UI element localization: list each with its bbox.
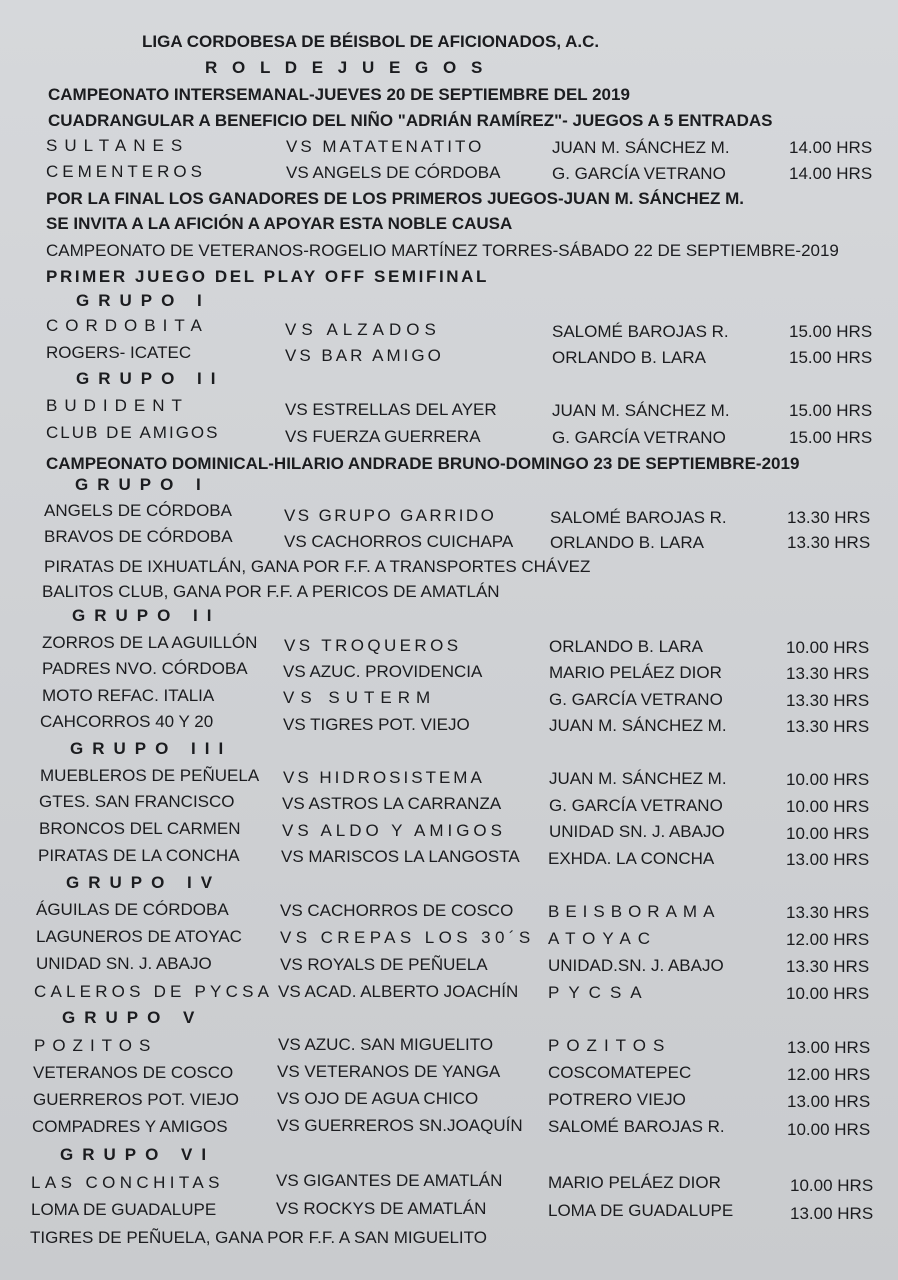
home-team: LAS CONCHITAS — [31, 1173, 224, 1192]
umpire: G. GARCÍA VETRANO — [549, 796, 723, 815]
game-time: 15.00 HRS — [789, 322, 873, 341]
umpire: ORLANDO B. LARA — [549, 637, 703, 656]
umpire: G. GARCÍA VETRANO — [552, 428, 726, 447]
umpire: UNIDAD.SN. J. ABAJO — [548, 956, 724, 975]
section-subtitle-playoff: PRIMER JUEGO DEL PLAY OFF SEMIFINAL — [46, 267, 490, 286]
game-time: 12.00 HRS — [786, 930, 870, 949]
home-team: SULTANES — [46, 136, 190, 155]
home-team: ÁGUILAS DE CÓRDOBA — [36, 900, 229, 919]
umpire: G. GARCÍA VETRANO — [549, 690, 723, 709]
umpire: POZITOS — [548, 1036, 672, 1055]
home-team: CALEROS DE PYCSA — [34, 982, 274, 1001]
umpire: POTRERO VIEJO — [548, 1090, 686, 1109]
umpire: JUAN M. SÁNCHEZ M. — [549, 769, 727, 788]
game-time: 14.00 HRS — [789, 138, 873, 157]
section-subtitle-cuadrangular: CUADRANGULAR A BENEFICIO DEL NIÑO "ADRIÁN RAMÍREZ"- JUEGOS A 5 ENTRADAS — [48, 111, 773, 130]
away-team: VS ASTROS LA CARRANZA — [282, 794, 502, 813]
umpire: JUAN M. SÁNCHEZ M. — [549, 716, 727, 735]
forfeit-note: BALITOS CLUB, GANA POR F.F. A PERICOS DE AMATLÁN — [42, 582, 500, 601]
invite-note: SE INVITA A LA AFICIÓN A APOYAR ESTA NOBLE CAUSA — [46, 214, 513, 233]
away-team: VS SUTERM — [283, 688, 437, 707]
game-time: 13.30 HRS — [787, 533, 871, 552]
home-team: CLUB DE AMIGOS — [46, 423, 220, 442]
away-team: VS BAR AMIGO — [285, 346, 444, 365]
umpire: SALOMÉ BAROJAS R. — [550, 508, 727, 527]
home-team: ZORROS DE LA AGUILLÓN — [42, 633, 258, 652]
away-team: VS ROCKYS DE AMATLÁN — [276, 1199, 487, 1218]
umpire: UNIDAD SN. J. ABAJO — [549, 822, 725, 841]
group-heading: GRUPO VI — [60, 1145, 216, 1164]
away-team: VS CREPAS LOS 30´S — [280, 928, 535, 947]
game-time: 14.00 HRS — [789, 164, 873, 183]
game-time: 13.30 HRS — [786, 717, 870, 736]
umpire: PYCSA — [548, 983, 651, 1002]
game-time: 13.00 HRS — [787, 1092, 871, 1111]
home-team: BRAVOS DE CÓRDOBA — [44, 527, 233, 546]
umpire: JUAN M. SÁNCHEZ M. — [552, 138, 730, 157]
game-time: 13.00 HRS — [786, 850, 870, 869]
home-team: MOTO REFAC. ITALIA — [42, 686, 215, 705]
game-time: 10.00 HRS — [786, 638, 870, 657]
game-time: 15.00 HRS — [789, 428, 873, 447]
game-time: 13.30 HRS — [786, 664, 870, 683]
away-team: VS OJO DE AGUA CHICO — [277, 1089, 479, 1108]
forfeit-note: TIGRES DE PEÑUELA, GANA POR F.F. A SAN MIGUELITO — [30, 1228, 487, 1247]
home-team: POZITOS — [34, 1036, 158, 1055]
umpire: BEISBORAMA — [548, 902, 721, 921]
game-time: 15.00 HRS — [789, 348, 873, 367]
game-time: 10.00 HRS — [786, 797, 870, 816]
group-heading: GRUPO III — [70, 739, 233, 758]
game-time: 13.30 HRS — [786, 903, 870, 922]
section-title-dominical: CAMPEONATO DOMINICAL-HILARIO ANDRADE BRUNO-DOMINGO 23 DE SEPTIEMBRE-2019 — [46, 454, 800, 473]
group-heading: GRUPO I — [75, 475, 210, 494]
home-team: CORDOBITA — [46, 316, 209, 335]
game-time: 13.00 HRS — [787, 1038, 871, 1057]
section-title-veteranos: CAMPEONATO DE VETERANOS-ROGELIO MARTÍNEZ TORRES-SÁBADO 22 DE SEPTIEMBRE-2019 — [46, 241, 839, 260]
umpire: COSCOMATEPEC — [548, 1063, 692, 1082]
game-time: 10.00 HRS — [787, 1120, 871, 1139]
group-heading: GRUPO II — [76, 369, 225, 388]
away-team: VS CACHORROS CUICHAPA — [284, 532, 514, 551]
home-team: PADRES NVO. CÓRDOBA — [42, 659, 248, 678]
game-time: 13.30 HRS — [786, 957, 870, 976]
away-team: VS ESTRELLAS DEL AYER — [285, 400, 497, 419]
away-team: VS TROQUEROS — [284, 636, 462, 655]
game-time: 13.30 HRS — [786, 691, 870, 710]
away-team: VS GRUPO GARRIDO — [284, 506, 497, 525]
away-team: VS ROYALS DE PEÑUELA — [280, 955, 488, 974]
away-team: VS FUERZA GUERRERA — [285, 427, 481, 446]
game-time: 15.00 HRS — [789, 401, 873, 420]
game-time: 10.00 HRS — [786, 824, 870, 843]
home-team: COMPADRES Y AMIGOS — [32, 1117, 228, 1136]
game-time: 10.00 HRS — [786, 770, 870, 789]
away-team: VS MARISCOS LA LANGOSTA — [281, 847, 520, 866]
home-team: BUDIDENT — [46, 396, 189, 415]
umpire: JUAN M. SÁNCHEZ M. — [552, 401, 730, 420]
away-team: VS GIGANTES DE AMATLÁN — [276, 1171, 503, 1190]
umpire: ORLANDO B. LARA — [552, 348, 706, 367]
home-team: MUEBLEROS DE PEÑUELA — [40, 766, 260, 785]
umpire: SALOMÉ BAROJAS R. — [548, 1117, 725, 1136]
away-team: VS AZUC. SAN MIGUELITO — [278, 1035, 494, 1054]
umpire: EXHDA. LA CONCHA — [548, 849, 715, 868]
group-heading: GRUPO IV — [66, 873, 222, 892]
home-team: GTES. SAN FRANCISCO — [39, 792, 235, 811]
home-team: ROGERS- ICATEC — [46, 343, 192, 362]
home-team: GUERREROS POT. VIEJO — [33, 1090, 239, 1109]
league-title: LIGA CORDOBESA DE BÉISBOL DE AFICIONADOS, A.C. — [142, 32, 600, 51]
group-heading: GRUPO II — [72, 606, 221, 625]
away-team: VS ALZADOS — [285, 320, 441, 339]
home-team: ANGELS DE CÓRDOBA — [44, 501, 232, 520]
away-team: VS HIDROSISTEMA — [283, 768, 485, 787]
away-team: VS GUERREROS SN.JOAQUÍN — [277, 1116, 523, 1135]
group-heading: GRUPO V — [62, 1008, 204, 1027]
away-team: VS TIGRES POT. VIEJO — [283, 715, 470, 734]
game-time: 10.00 HRS — [790, 1176, 874, 1195]
away-team: VS VETERANOS DE YANGA — [277, 1062, 501, 1081]
home-team: VETERANOS DE COSCO — [33, 1063, 234, 1082]
forfeit-note: PIRATAS DE IXHUATLÁN, GANA POR F.F. A TRANSPORTES CHÁVEZ — [44, 557, 591, 576]
game-time: 13.00 HRS — [790, 1204, 874, 1223]
umpire: SALOMÉ BAROJAS R. — [552, 322, 729, 341]
schedule-heading: R O L D E J U E G O S — [205, 58, 488, 77]
umpire: MARIO PELÁEZ DIOR — [549, 663, 722, 682]
umpire: LOMA DE GUADALUPE — [548, 1201, 734, 1220]
game-time: 13.30 HRS — [787, 508, 871, 527]
section-title-intersemanal: CAMPEONATO INTERSEMANAL-JUEVES 20 DE SEPTIEMBRE DEL 2019 — [48, 85, 630, 104]
away-team: VS MATATENATITO — [286, 137, 485, 156]
home-team: PIRATAS DE LA CONCHA — [38, 846, 240, 865]
final-note: POR LA FINAL LOS GANADORES DE LOS PRIMEROS JUEGOS-JUAN M. SÁNCHEZ M. — [46, 189, 744, 208]
game-time: 12.00 HRS — [787, 1065, 871, 1084]
away-team: VS CACHORROS DE COSCO — [280, 901, 514, 920]
away-team: VS ANGELS DE CÓRDOBA — [286, 163, 501, 182]
umpire: ATOYAC — [548, 929, 658, 948]
away-team: VS ACAD. ALBERTO JOACHÍN — [278, 982, 519, 1001]
home-team: CAHCORROS 40 Y 20 — [40, 712, 214, 731]
home-team: LAGUNEROS DE ATOYAC — [36, 927, 242, 946]
umpire: G. GARCÍA VETRANO — [552, 164, 726, 183]
home-team: BRONCOS DEL CARMEN — [39, 819, 241, 838]
home-team: LOMA DE GUADALUPE — [31, 1200, 217, 1219]
away-team: VS ALDO Y AMIGOS — [282, 821, 506, 840]
group-heading: GRUPO I — [76, 291, 211, 310]
home-team: UNIDAD SN. J. ABAJO — [36, 954, 212, 973]
umpire: ORLANDO B. LARA — [550, 533, 704, 552]
away-team: VS AZUC. PROVIDENCIA — [283, 662, 483, 681]
home-team: CEMENTEROS — [46, 162, 206, 181]
umpire: MARIO PELÁEZ DIOR — [548, 1173, 721, 1192]
game-time: 10.00 HRS — [786, 984, 870, 1003]
